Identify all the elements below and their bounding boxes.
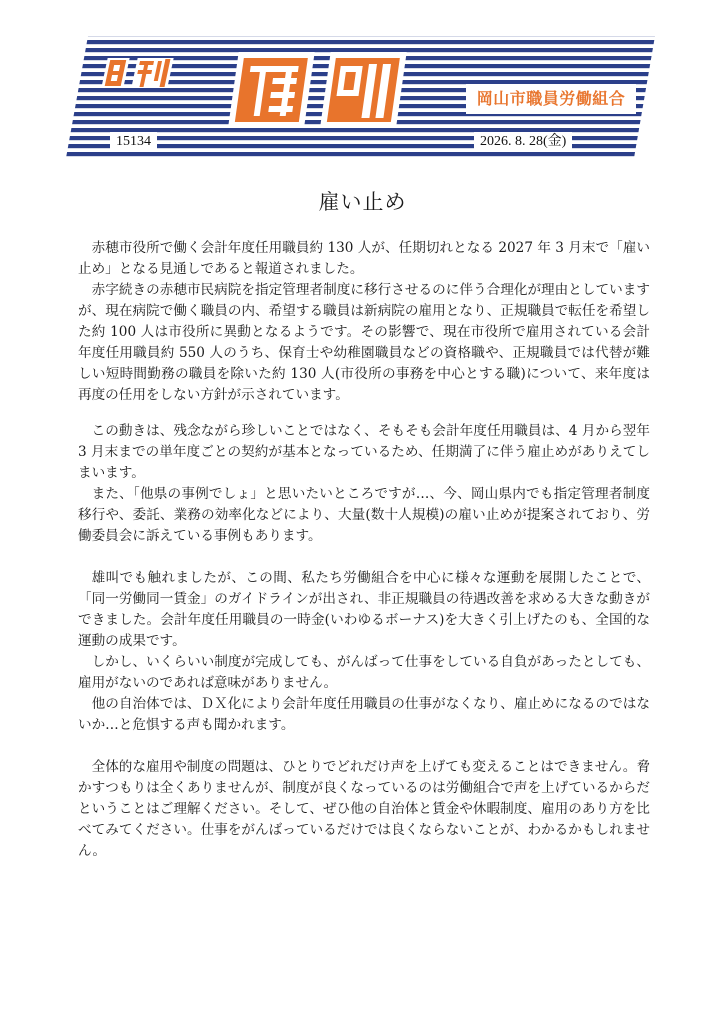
paragraph: 他の自治体では、ＤＸ化により会計年度任用職員の仕事がなくなり、雇止めになるのではないか…と危惧する声も聞かれます。	[78, 696, 650, 733]
paragraph: しかし、いくらいい制度が完成しても、がんばって仕事をしている自負があったとしても、雇用がないのであれば意味がありません。	[78, 654, 650, 691]
paragraph: この動きは、残念ながら珍しいことではなく、そもそも会計年度任用職員は、4 月から翌年 3 月末までの単年度ごとの契約が基本となっているため、任期満了に伴う雇止めがありえてしまいます。	[78, 423, 650, 481]
logo-small-mark	[101, 58, 173, 88]
issue-date: 2026. 8. 28(金)	[474, 132, 572, 152]
paragraph-gap	[78, 406, 650, 421]
paragraph: 赤穂市役所で働く会計年度任用職員約 130 人が、任期切れとなる 2027 年 3 月末で「雇い止め」となる見通しであると報道されました。	[78, 240, 650, 277]
paragraph: 全体的な雇用や制度の問題は、ひとりでどれだけ声を上げても変えることはできません。脅かすつもりは全くありませんが、制度が良くなっているのは労働組合で声を上げているからだということはご理解ください。そして、ぜひ他の自治体と賃金や休暇制度、雇用のあり方を比べてみてください。仕事をがんばっているだけでは良くならないことが、わかるかもしれません。	[78, 759, 650, 859]
union-name: 岡山市職員労働組合	[466, 84, 636, 114]
paragraph: 雄叫でも触れましたが、この間、私たち労働組合を中心に様々な運動を展開したことで、「同一労働同一賃金」のガイドラインが出され、非正規職員の待遇改善を求める大きな動きができました。会計年度任用職員の一時金(いわゆるボーナス)を大きく引上げたのも、全国的な運動の成果です。	[78, 570, 650, 649]
paragraph: また、「他県の事例でしょ」と思いたいところですが…、今、岡山県内でも指定管理者制度移行や、委託、業務の効率化などにより、大量(数十人規模)の雇い止めが提案されており、労働委員会に訴えている事例もあります。	[78, 486, 650, 544]
masthead	[0, 0, 725, 170]
paragraph-gap	[78, 547, 650, 568]
paragraph-gap	[78, 736, 650, 757]
article-body	[78, 238, 650, 862]
issue-number: 15134	[110, 132, 157, 152]
paragraph: 赤字続きの赤穂市民病院を指定管理者制度に移行させるのに伴う合理化が理由としていますが、現在病院で働く職員の内、希望する職員は新病院の雇用となり、正規職員で転任を希望した約 100 人は市役所に異動となるようです。その影響で、現在市役所で雇用されている会計年度任用職員約 550 人のうち、保育士や幼稚園職員などの資格職や、正規職員では代替が難しい短時間勤務の職員を除いた約 130 人(市役所の事務を中心とする職)について、来年度は再度の任用をしない方針が示されています。	[78, 282, 650, 403]
article-title: 雇い止め	[318, 190, 407, 214]
